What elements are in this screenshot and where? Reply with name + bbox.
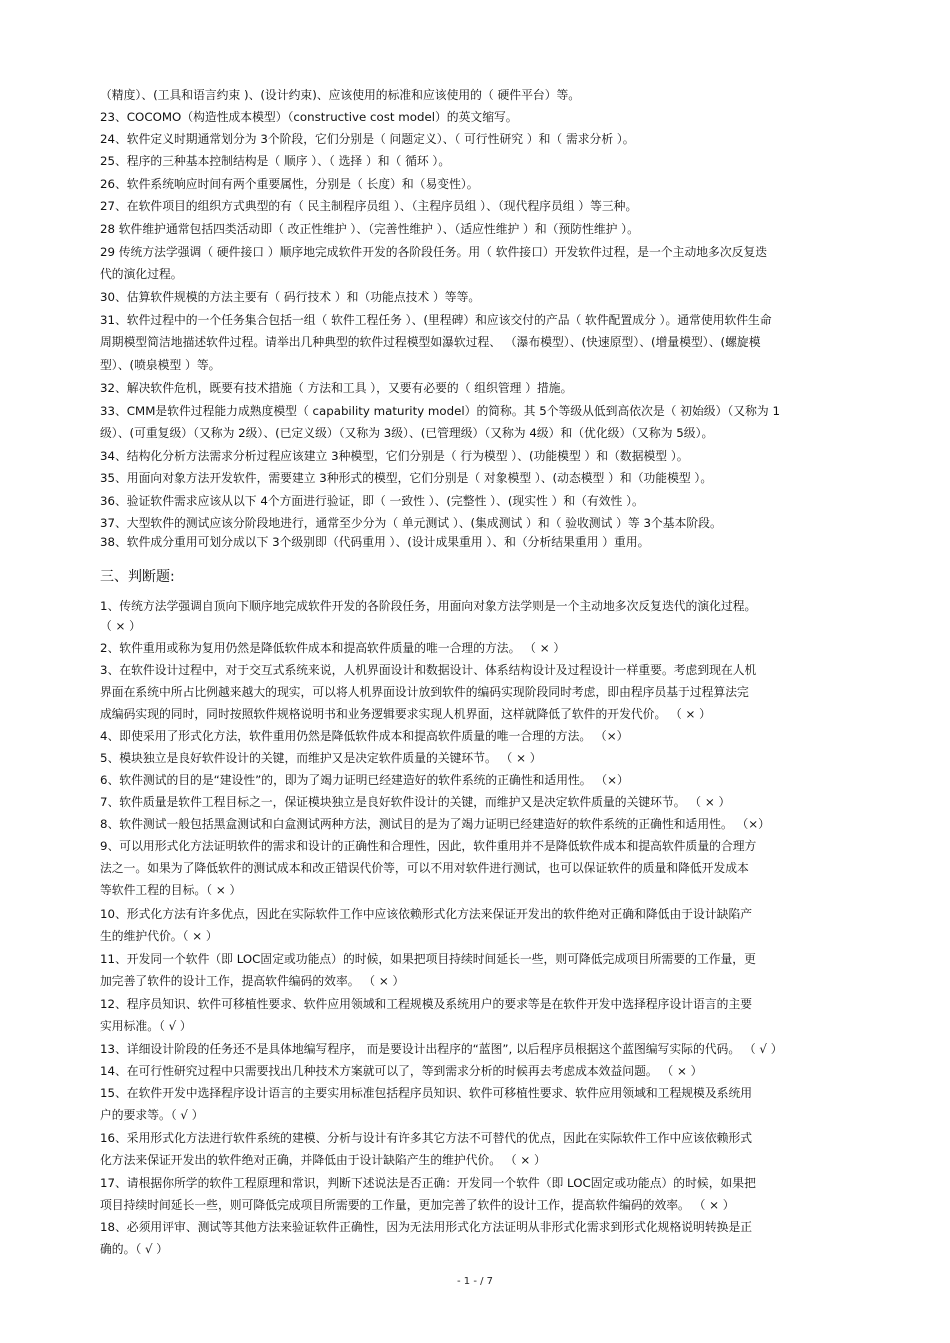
fill-line: 37、大型软件的测试应该分阶段地进行，通常至少分为（ 单元测试 ）、(集成测试 ）和（ 验收测试 ）等 3个基本阶段。	[100, 516, 722, 530]
judge-line: 法之一。如果为了降低软件的测试成本和改正错误代价等，可以不用对软件进行测试，也可以保证软件的质量和降低开发成本	[100, 861, 749, 875]
judge-line: 10、形式化方法有许多优点，因此在实际软件工作中应该依赖形式化方法来保证开发出的软件绝对正确和降低由于设计缺陷产	[100, 907, 753, 921]
judge-line: 9、可以用形式化方法证明软件的需求和设计的正确性和合理性，因此，软件重用并不是降低软件成本和提高软件质量的合理方	[100, 839, 757, 853]
judge-line: 15、在软件开发中选择程序设计语言的主要实用标准包括程序员知识、软件可移植性要求、软件应用领域和工程规模及系统用	[100, 1086, 753, 1100]
judge-line: 6、软件测试的目的是“建设性”的，即为了竭力证明已经建造好的软件系统的正确性和适用性。 （×）	[100, 773, 629, 787]
judge-line: 等软件工程的目标。（ × ）	[100, 883, 242, 897]
fill-line: 31、软件过程中的一个任务集合包括一组（ 软件工程任务 ）、(里程碑）和应该交付的产品（ 软件配置成分 ）。通常使用软件生命	[100, 313, 772, 327]
fill-line: 38、软件成分重用可划分成以下 3个级别即（代码重用 ）、(设计成果重用 ）、和（分析结果重用 ）重用。	[100, 535, 650, 549]
judge-line: 成编码实现的同时，同时按照软件规格说明书和业务逻辑要求实现人机界面，这样就降低了软件的开发代价。 （ × ）	[100, 707, 711, 721]
judge-line: 加完善了软件的设计工作，提高软件编码的效率。 （ × ）	[100, 974, 405, 988]
judge-line: 2、软件重用或称为复用仍然是降低软件成本和提高软件质量的唯一合理的方法。 （ × ）	[100, 641, 566, 655]
judge-line: 13、详细设计阶段的任务还不是具体地编写程序， 而是要设计出程序的“蓝图”, 以后程序员根据这个蓝图编写实际的代码。 （ √ ）	[100, 1042, 783, 1056]
fill-line: 34、结构化分析方法需求分析过程应该建立 3种模型，它们分别是（ 行为模型 ）、(功能模型 ）和（数据模型 ）。	[100, 449, 689, 463]
judge-line: 4、即使采用了形式化方法，软件重用仍然是降低软件成本和提高软件质量的唯一合理的方法。 （×）	[100, 729, 629, 743]
judge-line: 化方法来保证开发出的软件绝对正确，并降低由于设计缺陷产生的维护代价。 （ × ）	[100, 1153, 546, 1167]
judge-line: 户的要求等。（ √ ）	[100, 1108, 204, 1122]
judge-line: 8、软件测试一般包括黑盒测试和白盒测试两种方法，测试目的是为了竭力证明已经建造好的软件系统的正确性和适用性。 （×）	[100, 817, 770, 831]
fill-line: 28 软件维护通常包括四类活动即（ 改正性维护 ）、（完善性维护 ）、（适应性维护 ）和（预防性维护 ）。	[100, 222, 639, 236]
fill-line: 型）、(喷泉模型 ）等。	[100, 358, 221, 372]
judge-line: 界面在系统中所占比例越来越大的现实，可以将人机界面设计放到软件的编码实现阶段同时考虑，即由程序员基于过程算法完	[100, 685, 749, 699]
judge-line: 5、模块独立是良好软件设计的关键，而维护又是决定软件质量的关键环节。 （ × ）	[100, 751, 542, 765]
judge-line: 实用标准。（ √ ）	[100, 1019, 192, 1033]
section-heading: 三、判断题:	[100, 569, 175, 585]
judge-line: 11、开发同一个软件（即 LOC固定或功能点）的时候，如果把项目持续时间延长一些，则可降低完成项目所需要的工作量，更	[100, 952, 756, 966]
fill-line: 周期模型简洁地描述软件过程。请举出几种典型的软件过程模型如瀑软过程、 （瀑布模型）、(快速原型）、(增量模型）、(螺旋模	[100, 335, 761, 349]
judge-line: 3、在软件设计过程中，对于交互式系统来说，人机界面设计和数据设计、体系结构设计及过程设计一样重要。考虑到现在人机	[100, 663, 757, 677]
fill-line: （精度）、(工具和语言约束 )、(设计约束)、应该使用的标准和应该使用的（ 硬件平台）等。	[100, 88, 581, 102]
fill-line: 29 传统方法学强调（ 硬件接口 ）顺序地完成软件开发的各阶段任务。用（ 软件接口）开发软件过程，是一个主动地多次反复迭	[100, 245, 768, 259]
fill-line: 代的演化过程。	[100, 267, 183, 281]
fill-line: 24、软件定义时期通常划分为 3个阶段，它们分别是（ 问题定义）、（ 可行性研究 ）和（ 需求分析 ）。	[100, 132, 635, 146]
fill-line: 35、用面向对象方法开发软件，需要建立 3种形式的模型，它们分别是（ 对象模型 ）、(动态模型 ）和（功能模型 ）。	[100, 471, 713, 485]
fill-line: 级）、(可重复级）（又称为 2级）、(已定义级）（又称为 3级）、(已管理级）（又称为 4级）和（优化级）（又称为 5级）。	[100, 426, 714, 440]
judge-line: 生的维护代价。（ × ）	[100, 929, 218, 943]
fill-line: 30、估算软件规模的方法主要有（ 码行技术 ）和（功能点技术 ）等等。	[100, 290, 481, 304]
judge-line: 14、在可行性研究过程中只需要找出几种技术方案就可以了，等到需求分析的时候再去考虑成本效益问题。 （ × ）	[100, 1064, 703, 1078]
judge-line: 项目持续时间延长一些，则可降低完成项目所需要的工作量，更加完善了软件的设计工作，提高软件编码的效率。 （ × ）	[100, 1198, 735, 1212]
judge-line: 18、必须用评审、测试等其他方法来验证软件正确性，因为无法用形式化方法证明从非形式化需求到形式化规格说明转换是正	[100, 1220, 753, 1234]
page-number: - 1 - / 7	[456, 1276, 494, 1287]
judge-line: 17、请根据你所学的软件工程原理和常识，判断下述说法是否正确：开发同一个软件（即 LOC固定或功能点）的时候，如果把	[100, 1176, 756, 1190]
fill-line: 25、程序的三种基本控制结构是（ 顺序 ）、（ 选择 ）和（ 循环 ）。	[100, 154, 451, 168]
judge-line: 7、软件质量是软件工程目标之一，保证模块独立是良好软件设计的关键，而维护又是决定软件质量的关键环节。 （ × ）	[100, 795, 731, 809]
fill-line: 33、CMM是软件过程能力成熟度模型（ capability maturity model）的简称。其 5个等级从低到高依次是（ 初始级）（又称为 1	[100, 404, 780, 418]
judge-line: 12、程序员知识、软件可移植性要求、软件应用领域和工程规模及系统用户的要求等是在软件开发中选择程序设计语言的主要	[100, 997, 753, 1011]
fill-line: 26、软件系统响应时间有两个重要属性，分别是（ 长度）和（易变性）。	[100, 177, 479, 191]
judge-line: 1、传统方法学强调自顶向下顺序地完成软件开发的各阶段任务，用面向对象方法学则是一个主动地多次反复迭代的演化过程。	[100, 599, 757, 613]
fill-line: 32、解决软件危机，既要有技术措施（ 方法和工具 ），又要有必要的（ 组织管理 ）措施。	[100, 381, 573, 395]
fill-line: 27、在软件项目的组织方式典型的有（ 民主制程序员组 ）、（主程序员组 ）、（现代程序员组 ）等三种。	[100, 199, 638, 213]
fill-line: 23、COCOMO（构造性成本模型）（constructive cost model）的英文缩写。	[100, 110, 518, 124]
judge-line: 确的。（ √ ）	[100, 1242, 169, 1256]
judge-line: 16、采用形式化方法进行软件系统的建模、分析与设计有许多其它方法不可替代的优点，因此在实际软件工作中应该依赖形式	[100, 1131, 753, 1145]
judge-line: （ × ）	[100, 619, 141, 633]
fill-line: 36、验证软件需求应该从以下 4个方面进行验证，即（ 一致性 ）、(完整性 ）、(现实性 ）和（有效性 ）。	[100, 494, 644, 508]
